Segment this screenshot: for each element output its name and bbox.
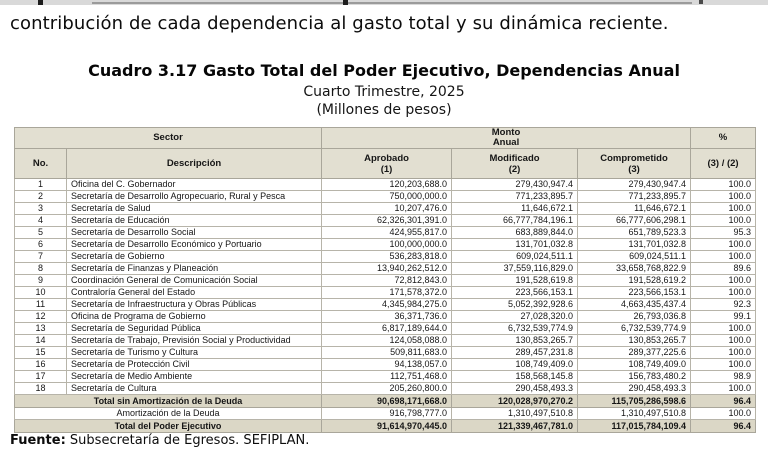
amortizacion-modificado: 1,310,497,510.8 — [452, 408, 578, 420]
header-monto-anual — [322, 128, 691, 149]
row-aprobado: 124,058,088.0 — [322, 335, 452, 347]
row-no: 8 — [15, 263, 67, 275]
row-no: 5 — [15, 227, 67, 239]
header-comprometido-num: (3) — [628, 163, 640, 175]
row-modificado: 771,233,895.7 — [452, 191, 578, 203]
row-comprometido: 108,749,409.0 — [578, 359, 691, 371]
row-aprobado: 205,260,800.0 — [322, 383, 452, 395]
row-pct: 89.6 — [691, 263, 756, 275]
row-comprometido: 223,566,153.1 — [578, 287, 691, 299]
row-no: 10 — [15, 287, 67, 299]
row-comprometido: 191,528,619.2 — [578, 275, 691, 287]
source-line — [10, 433, 309, 448]
gasto-total-table — [14, 127, 756, 433]
header-no: No. — [15, 149, 67, 179]
row-descripcion: Secretaría de Turismo y Cultura — [67, 347, 322, 359]
row-aprobado: 94,138,057.0 — [322, 359, 452, 371]
row-aprobado: 72,812,843.0 — [322, 275, 452, 287]
intro-paragraph: contribución de cada dependencia al gasto total y su dinámica reciente. — [10, 13, 669, 34]
row-aprobado: 120,203,688.0 — [322, 179, 452, 191]
text-remnant-mark — [699, 0, 703, 4]
row-no: 9 — [15, 275, 67, 287]
row-pct: 100.0 — [691, 323, 756, 335]
table-title-block — [0, 61, 768, 118]
row-modificado: 6,732,539,774.9 — [452, 323, 578, 335]
row-modificado: 5,052,392,928.6 — [452, 299, 578, 311]
table-row — [15, 383, 756, 395]
row-aprobado: 536,283,818.0 — [322, 251, 452, 263]
header-modificado — [452, 149, 578, 179]
header-sector: Sector — [15, 128, 322, 149]
row-no: 18 — [15, 383, 67, 395]
row-aprobado: 36,371,736.0 — [322, 311, 452, 323]
row-comprometido: 651,789,523.3 — [578, 227, 691, 239]
row-pct: 99.1 — [691, 311, 756, 323]
row-modificado: 609,024,511.1 — [452, 251, 578, 263]
row-aprobado: 171,578,372.0 — [322, 287, 452, 299]
row-no: 12 — [15, 311, 67, 323]
text-remnant-line — [92, 2, 692, 4]
row-modificado: 11,646,672.1 — [452, 203, 578, 215]
row-pct: 98.9 — [691, 371, 756, 383]
row-no: 1 — [15, 179, 67, 191]
table-row — [15, 239, 756, 251]
total-label: Total sin Amortización de la Deuda — [15, 395, 322, 408]
table-row — [15, 359, 756, 371]
header-modificado-num: (2) — [508, 163, 521, 175]
grand-total-pct: 96.4 — [691, 420, 756, 433]
row-pct: 100.0 — [691, 359, 756, 371]
row-modificado: 279,430,947.4 — [452, 179, 578, 191]
row-descripcion: Secretaría de Protección Civil — [67, 359, 322, 371]
row-pct: 100.0 — [691, 239, 756, 251]
row-no: 7 — [15, 251, 67, 263]
clipped-previous-line — [0, 0, 768, 5]
total-aprobado: 90,698,171,668.0 — [322, 395, 452, 408]
row-aprobado: 750,000,000.0 — [322, 191, 452, 203]
amortizacion-label: Amortización de la Deuda — [15, 408, 322, 420]
row-modificado: 27,028,320.0 — [452, 311, 578, 323]
source-label: Fuente: — [10, 433, 66, 448]
total-sin-amortizacion-row — [15, 395, 756, 408]
row-modificado: 131,701,032.8 — [452, 239, 578, 251]
row-descripcion: Secretaría de Medio Ambiente — [67, 371, 322, 383]
row-comprometido: 131,701,032.8 — [578, 239, 691, 251]
table-row — [15, 335, 756, 347]
text-remnant-mark — [343, 0, 348, 5]
header-comprometido-label: Comprometido — [600, 152, 668, 164]
row-descripcion: Secretaría de Desarrollo Agropecuario, Rural y Pesca — [67, 191, 322, 203]
row-aprobado: 6,817,189,644.0 — [322, 323, 452, 335]
row-aprobado: 112,751,468.0 — [322, 371, 452, 383]
row-modificado: 130,853,265.7 — [452, 335, 578, 347]
header-aprobado-num: (1) — [380, 163, 393, 175]
row-modificado: 37,559,116,829.0 — [452, 263, 578, 275]
row-comprometido: 290,458,493.3 — [578, 383, 691, 395]
row-descripcion: Secretaría de Seguridad Pública — [67, 323, 322, 335]
header-descripcion: Descripción — [67, 149, 322, 179]
row-comprometido: 609,024,511.1 — [578, 251, 691, 263]
grand-total-modificado: 121,339,467,781.0 — [452, 420, 578, 433]
row-modificado: 289,457,231.8 — [452, 347, 578, 359]
row-pct: 100.0 — [691, 335, 756, 347]
row-descripcion: Secretaría de Desarrollo Social — [67, 227, 322, 239]
row-descripcion: Secretaría de Educación — [67, 215, 322, 227]
header-row-columns — [15, 149, 756, 179]
row-comprometido: 279,430,947.4 — [578, 179, 691, 191]
row-modificado: 66,777,784,196.1 — [452, 215, 578, 227]
row-comprometido: 11,646,672.1 — [578, 203, 691, 215]
row-pct: 100.0 — [691, 179, 756, 191]
header-pct: % — [691, 128, 756, 149]
header-monto-line1: Monto — [491, 127, 521, 138]
row-pct: 95.3 — [691, 227, 756, 239]
table-subtitle: Cuarto Trimestre, 2025 — [303, 84, 465, 100]
table-title: Cuadro 3.17 Gasto Total del Poder Ejecutivo, Dependencias Anual — [88, 61, 680, 80]
row-no: 17 — [15, 371, 67, 383]
amortizacion-aprobado: 916,798,777.0 — [322, 408, 452, 420]
row-descripcion: Coordinación General de Comunicación Social — [67, 275, 322, 287]
row-descripcion: Contraloría General del Estado — [67, 287, 322, 299]
table-unit-note: (Millones de pesos) — [316, 102, 452, 118]
row-pct: 100.0 — [691, 383, 756, 395]
table-row — [15, 263, 756, 275]
table-row — [15, 299, 756, 311]
row-comprometido: 66,777,606,298.1 — [578, 215, 691, 227]
row-pct: 100.0 — [691, 347, 756, 359]
row-modificado: 108,749,409.0 — [452, 359, 578, 371]
table-row — [15, 311, 756, 323]
row-descripcion: Secretaría de Gobierno — [67, 251, 322, 263]
row-pct: 100.0 — [691, 191, 756, 203]
total-pct: 96.4 — [691, 395, 756, 408]
header-row-group — [15, 128, 756, 149]
row-aprobado: 100,000,000.0 — [322, 239, 452, 251]
row-modificado: 191,528,619.8 — [452, 275, 578, 287]
row-descripcion: Secretaría de Cultura — [67, 383, 322, 395]
header-modificado-label: Modificado — [489, 152, 540, 164]
table-header — [15, 128, 756, 179]
row-modificado: 223,566,153.1 — [452, 287, 578, 299]
row-aprobado: 62,326,301,391.0 — [322, 215, 452, 227]
row-pct: 92.3 — [691, 299, 756, 311]
table-row — [15, 227, 756, 239]
table-body — [15, 179, 756, 395]
text-remnant-mark — [38, 0, 43, 5]
row-descripcion: Oficina de Programa de Gobierno — [67, 311, 322, 323]
row-no: 11 — [15, 299, 67, 311]
row-comprometido: 771,233,895.7 — [578, 191, 691, 203]
row-no: 15 — [15, 347, 67, 359]
header-monto-line2: Anual — [492, 137, 520, 148]
row-comprometido: 26,793,036.8 — [578, 311, 691, 323]
amortizacion-comprometido: 1,310,497,510.8 — [578, 408, 691, 420]
table-row — [15, 215, 756, 227]
total-comprometido: 115,705,286,598.6 — [578, 395, 691, 408]
row-pct: 100.0 — [691, 203, 756, 215]
total-poder-ejecutivo-row — [15, 420, 756, 433]
row-modificado: 683,889,844.0 — [452, 227, 578, 239]
source-text: Subsecretaría de Egresos. SEFIPLAN. — [65, 433, 310, 448]
row-modificado: 158,568,145.8 — [452, 371, 578, 383]
row-aprobado: 424,955,817.0 — [322, 227, 452, 239]
row-comprometido: 156,783,480.2 — [578, 371, 691, 383]
row-aprobado: 13,940,262,512.0 — [322, 263, 452, 275]
row-comprometido: 289,377,225.6 — [578, 347, 691, 359]
table-row — [15, 323, 756, 335]
row-no: 14 — [15, 335, 67, 347]
row-pct: 100.0 — [691, 251, 756, 263]
row-no: 6 — [15, 239, 67, 251]
amortizacion-row — [15, 408, 756, 420]
row-aprobado: 10,207,476.0 — [322, 203, 452, 215]
grand-total-aprobado: 91,614,970,445.0 — [322, 420, 452, 433]
table-row — [15, 251, 756, 263]
total-modificado: 120,028,970,270.2 — [452, 395, 578, 408]
grand-total-comprometido: 117,015,784,109.4 — [578, 420, 691, 433]
row-modificado: 290,458,493.3 — [452, 383, 578, 395]
row-no: 3 — [15, 203, 67, 215]
row-descripcion: Secretaría de Trabajo, Previsión Social y Productividad — [67, 335, 322, 347]
table-row — [15, 371, 756, 383]
row-no: 2 — [15, 191, 67, 203]
grand-total-label: Total del Poder Ejecutivo — [15, 420, 322, 433]
table-row — [15, 287, 756, 299]
row-no: 4 — [15, 215, 67, 227]
row-pct: 100.0 — [691, 287, 756, 299]
row-aprobado: 509,811,683.0 — [322, 347, 452, 359]
header-comprometido — [578, 149, 691, 179]
row-comprometido: 6,732,539,774.9 — [578, 323, 691, 335]
amortizacion-pct: 100.0 — [691, 408, 756, 420]
row-descripcion: Secretaría de Finanzas y Planeación — [67, 263, 322, 275]
row-no: 13 — [15, 323, 67, 335]
row-descripcion: Oficina del C. Gobernador — [67, 179, 322, 191]
row-descripcion: Secretaría de Salud — [67, 203, 322, 215]
row-aprobado: 4,345,984,275.0 — [322, 299, 452, 311]
row-descripcion: Secretaría de Infraestructura y Obras Públicas — [67, 299, 322, 311]
table-totals — [15, 395, 756, 433]
table-row — [15, 203, 756, 215]
row-no: 16 — [15, 359, 67, 371]
table-row — [15, 191, 756, 203]
table-row — [15, 179, 756, 191]
row-pct: 100.0 — [691, 275, 756, 287]
row-pct: 100.0 — [691, 215, 756, 227]
row-descripcion: Secretaría de Desarrollo Económico y Portuario — [67, 239, 322, 251]
table-row — [15, 347, 756, 359]
header-aprobado — [322, 149, 452, 179]
row-comprometido: 33,658,768,822.9 — [578, 263, 691, 275]
row-comprometido: 130,853,265.7 — [578, 335, 691, 347]
header-ratio: (3) / (2) — [691, 149, 756, 179]
row-comprometido: 4,663,435,437.4 — [578, 299, 691, 311]
table-row — [15, 275, 756, 287]
header-aprobado-label: Aprobado — [364, 152, 409, 164]
